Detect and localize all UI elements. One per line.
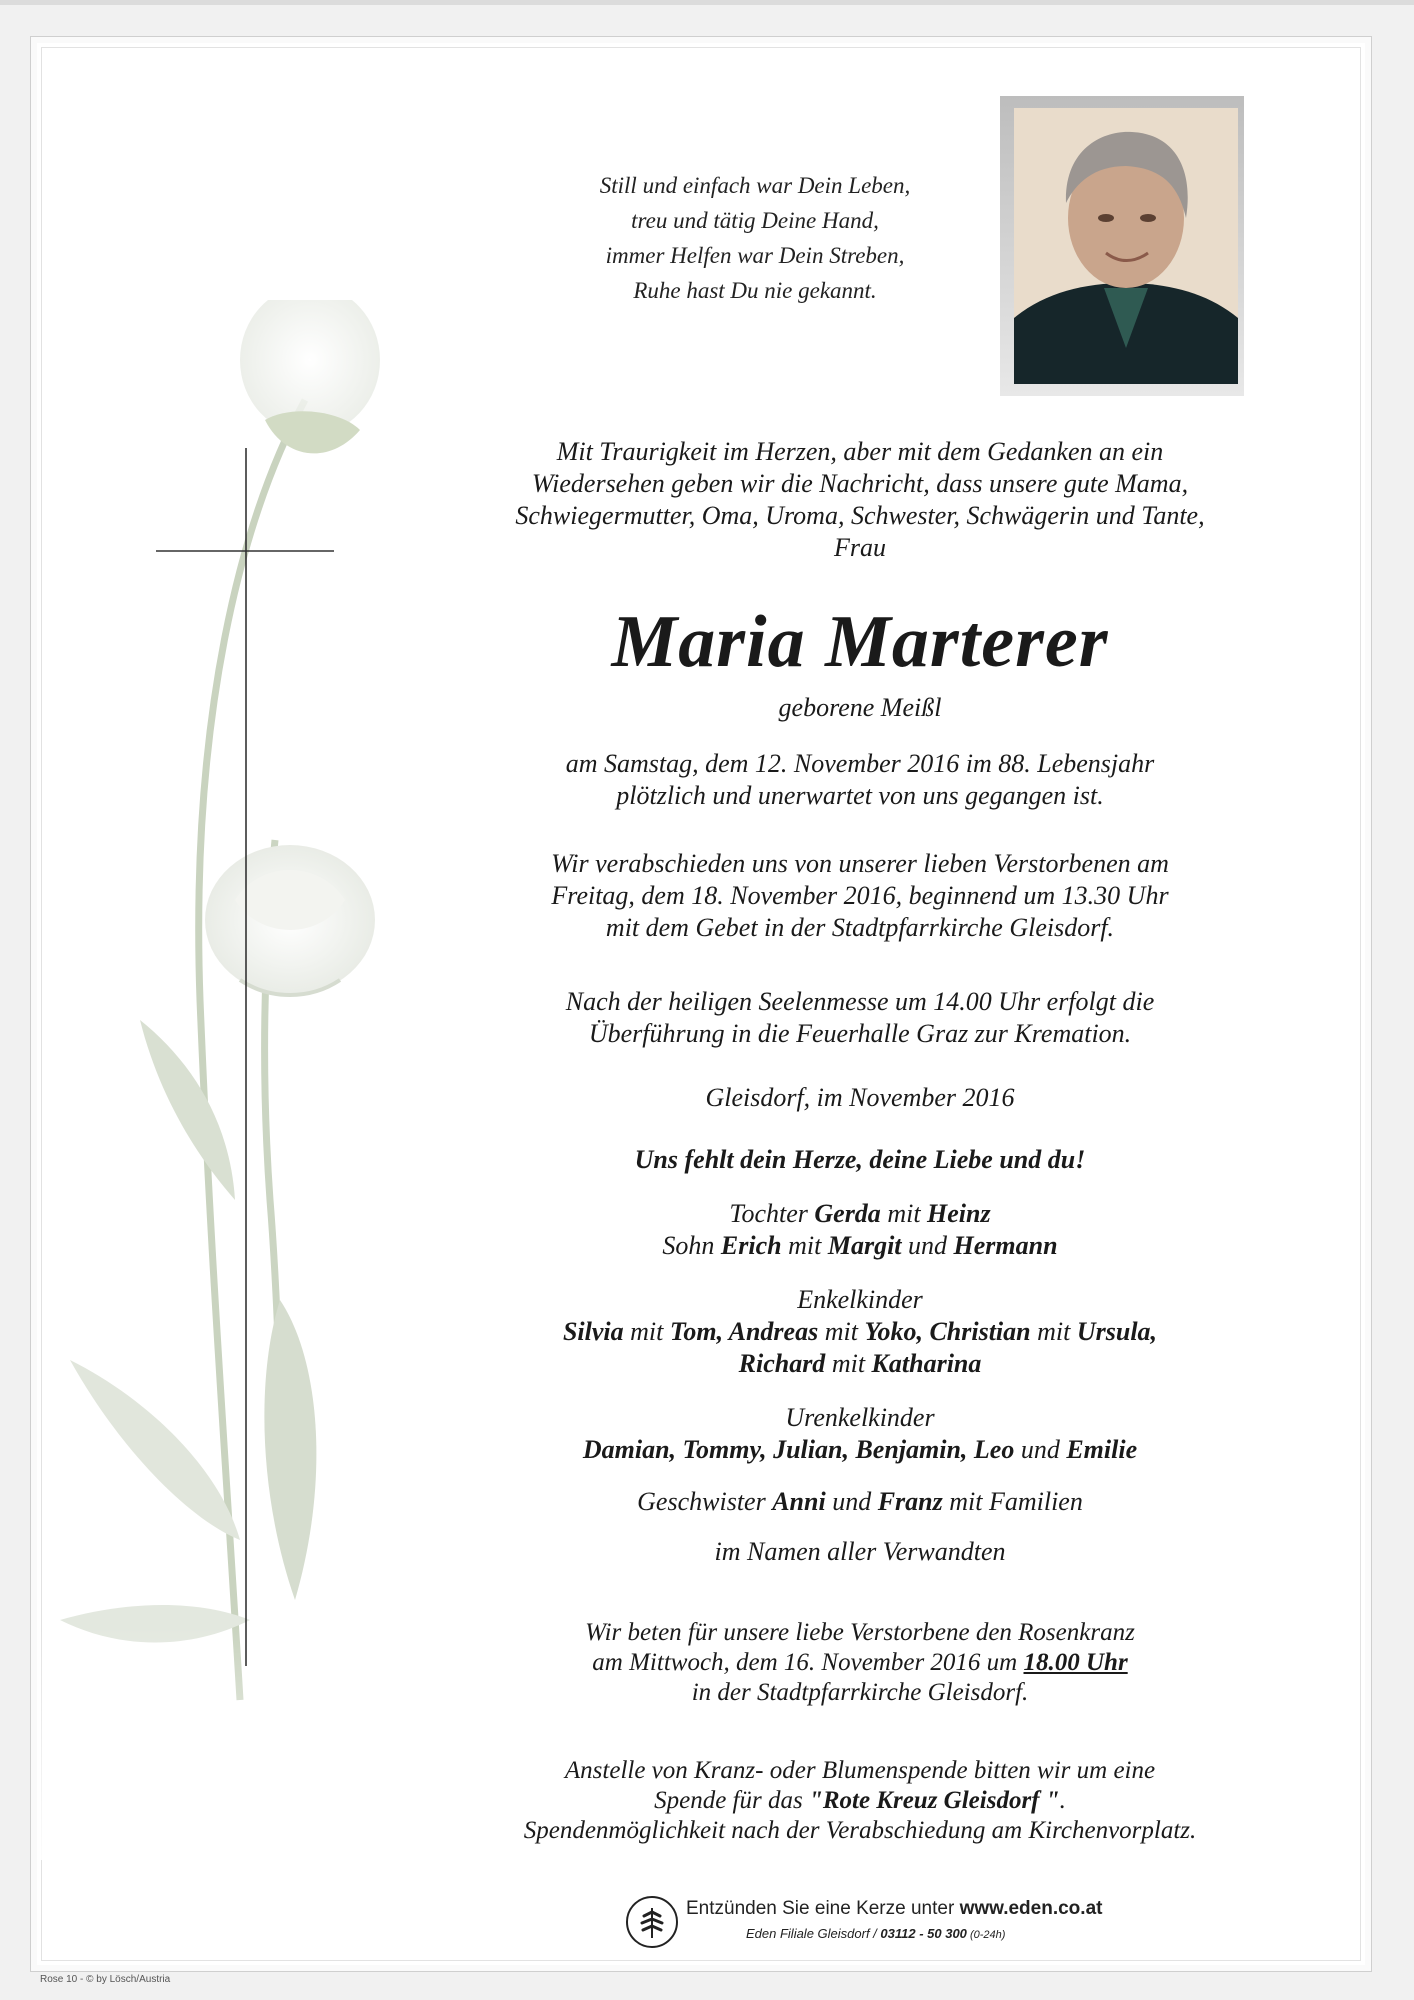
poem-line: treu und tätig Deine Hand, xyxy=(631,208,879,233)
farewell-line: mit dem Gebet in der Stadtpfarrkirche Gleisdorf. xyxy=(605,913,1115,942)
donation-notice xyxy=(440,1756,1280,1846)
intro-line: Mit Traurigkeit im Herzen, aber mit dem Gedanken an ein xyxy=(556,437,1164,466)
memorial-poem xyxy=(540,168,970,308)
donation-line: Spendenmöglichkeit nach der Verabschiedung am Kirchenvorplatz. xyxy=(523,1817,1197,1844)
intro-line: Wiedersehen geben wir die Nachricht, dass unsere gute Mama, xyxy=(531,469,1189,498)
phone-number[interactable]: 03112 - 50 300 xyxy=(880,1926,967,1941)
farewell-notice xyxy=(440,848,1280,944)
deceased-name: Maria Marterer xyxy=(611,601,1109,683)
tree-logo-icon xyxy=(626,1896,678,1948)
rosary-time: 18.00 Uhr xyxy=(1023,1649,1128,1676)
mass-notice xyxy=(440,986,1280,1050)
child-line: Tochter Gerda mit Heinz xyxy=(729,1199,991,1228)
design-credit: Rose 10 - © by Lösch/Austria xyxy=(40,1974,171,1985)
grandchildren-line: Richard mit Katharina xyxy=(738,1349,982,1378)
rosary-line: am Mittwoch, dem 16. November 2016 um 18.00 Uhr xyxy=(592,1649,1128,1676)
poem-line: Still und einfach war Dein Leben, xyxy=(599,173,911,198)
intro-line: Schwiegermutter, Oma, Uroma, Schwester, Schwägerin und Tante, xyxy=(515,501,1205,530)
farewell-line: Freitag, dem 18. November 2016, beginnend um 13.30 Uhr xyxy=(551,881,1169,910)
siblings-line: Geschwister Anni und Franz mit Familien xyxy=(637,1487,1083,1516)
rosary-notice xyxy=(440,1618,1280,1708)
branch-contact: Eden Filiale Gleisdorf / 03112 - 50 300 (0-24h) xyxy=(746,1926,1006,1941)
mass-line: Nach der heiligen Seelenmesse um 14.00 Uhr erfolgt die xyxy=(565,987,1155,1016)
rosary-line: Wir beten für unsere liebe Verstorbene den Rosenkranz xyxy=(585,1619,1135,1646)
grandchildren-list xyxy=(440,1284,1280,1380)
intro-line: Frau xyxy=(834,533,886,562)
donation-line: Spende für das "Rote Kreuz Gleisdorf ". xyxy=(654,1787,1066,1814)
great-grandchildren-label: Urenkelkinder xyxy=(785,1403,935,1432)
grandchildren-label: Enkelkinder xyxy=(797,1285,923,1314)
poem-line: Ruhe hast Du nie gekannt. xyxy=(633,278,877,303)
mass-line: Überführung in die Feuerhalle Graz zur Kremation. xyxy=(588,1019,1132,1048)
place-date: Gleisdorf, im November 2016 xyxy=(705,1083,1015,1112)
announcement-intro xyxy=(440,436,1280,564)
farewell-line: Wir verabschieden uns von unserer lieben Verstorbenen am xyxy=(551,849,1169,878)
top-edge xyxy=(0,0,1414,5)
children-list xyxy=(440,1198,1280,1262)
grandchildren-line: Silvia mit Tom, Andreas mit Yoko, Christian mit Ursula, xyxy=(562,1317,1158,1346)
child-line: Sohn Erich mit Margit und Hermann xyxy=(662,1231,1058,1260)
death-notice xyxy=(440,748,1280,812)
rosary-line: in der Stadtpfarrkirche Gleisdorf. xyxy=(691,1679,1029,1706)
great-grandchildren-line: Damian, Tommy, Julian, Benjamin, Leo und Emilie xyxy=(582,1435,1138,1464)
cross-symbol xyxy=(150,448,340,1668)
eden-url-link[interactable]: www.eden.co.at xyxy=(959,1898,1103,1919)
death-line: plötzlich und unerwartet von uns gegangen ist. xyxy=(616,781,1104,810)
birth-name: geborene Meißl xyxy=(778,693,942,722)
relatives-line: im Namen aller Verwandten xyxy=(714,1537,1006,1566)
poem-line: immer Helfen war Dein Streben, xyxy=(605,243,905,268)
portrait-photo xyxy=(1014,108,1238,384)
footer xyxy=(626,1896,1146,1956)
candle-link-line: Entzünden Sie eine Kerze unter www.eden.co.at xyxy=(686,1898,1103,1919)
donation-line: Anstelle von Kranz- oder Blumenspende bitten wir um eine xyxy=(564,1757,1156,1784)
motto: Uns fehlt dein Herze, deine Liebe und du! xyxy=(634,1145,1086,1174)
death-line: am Samstag, dem 12. November 2016 im 88. Lebensjahr xyxy=(565,749,1155,778)
great-grandchildren-list xyxy=(440,1402,1280,1466)
